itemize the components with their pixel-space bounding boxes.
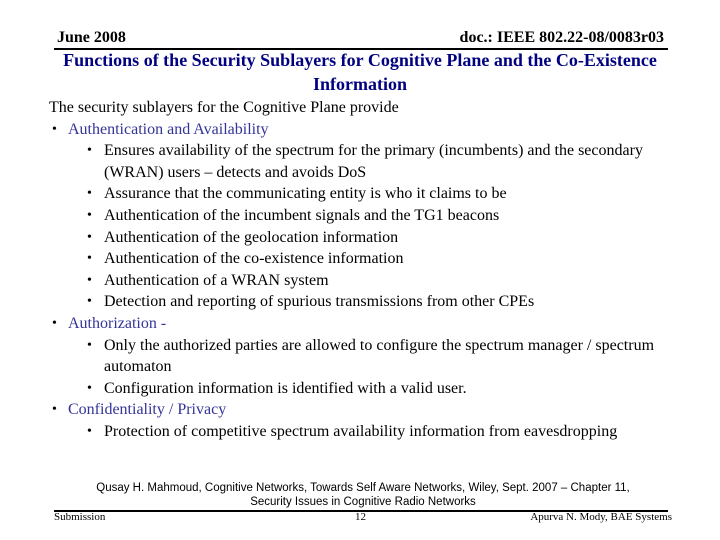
list-item [49,248,689,270]
section-label: Authorization - [68,314,167,332]
slide-body [49,97,689,443]
list-item-text: Only the authorized parties are allowed to configure the spectrum manager / spectrum automaton [104,336,655,376]
list-item [49,270,689,292]
list-item [49,421,689,443]
bullet-icon: • [52,121,57,137]
list-item-text: Ensures availability of the spectrum for the primary (incumbents) and the secondary (WRAN) users – detects and avoids DoS [104,142,643,181]
list-item [49,183,689,205]
slide-title: Functions of the Security Sublayers for Cognitive Plane and the Co-Existence Information [63,50,657,94]
header-date: June 2008 [57,29,126,46]
bullet-icon: • [87,380,92,396]
list-item [49,140,689,183]
header-doc-id: doc.: IEEE 802.22-08/0083r03 [459,29,664,46]
footer-submission: Submission [54,511,106,523]
section-label: Authentication and Availability [68,120,269,138]
list-item-text: Assurance that the communicating entity is who it claims to be [104,185,507,203]
citation: Qusay H. Mahmoud, Cognitive Networks, Towards Self Aware Networks, Wiley, Sept. 2007 – Chapter 11, Security Issues in Cognitive Radio Networks [96,482,630,508]
bullet-icon: • [87,337,92,353]
list-item-text: Detection and reporting of spurious transmissions from other CPEs [104,293,535,311]
list-item [49,227,689,249]
list-item [49,378,689,400]
list-item-text: Authentication of the co-existence information [104,250,404,268]
bullet-icon: • [87,294,92,310]
section-confidentiality-privacy [49,399,689,421]
bullet-icon: • [87,251,92,267]
footer-author: Apurva N. Mody, BAE Systems [530,511,672,523]
bullet-icon: • [87,272,92,288]
list-item-text: Authentication of a WRAN system [104,271,329,289]
bullet-icon: • [87,207,92,223]
bullet-icon: • [52,402,57,418]
bullet-icon: • [87,143,92,159]
list-item-text: Protection of competitive spectrum availability information from eavesdropping [104,422,618,440]
section-authorization [49,313,689,335]
bullet-icon: • [52,315,57,331]
list-item-text: Authentication of the geolocation information [104,228,399,246]
list-item [49,335,689,378]
list-item-text: Authentication of the incumbent signals and the TG1 beacons [104,206,500,224]
bullet-icon: • [87,186,92,202]
list-item-text: Configuration information is identified with a valid user. [104,379,467,397]
page-number: 12 [355,511,366,523]
section-label: Confidentiality / Privacy [68,401,227,419]
bullet-icon: • [87,423,92,439]
section-authentication-availability [49,119,689,141]
intro-text: The security sublayers for the Cognitive Plane provide [49,99,399,116]
bullet-icon: • [87,229,92,245]
list-item [49,291,689,313]
list-item [49,205,689,227]
